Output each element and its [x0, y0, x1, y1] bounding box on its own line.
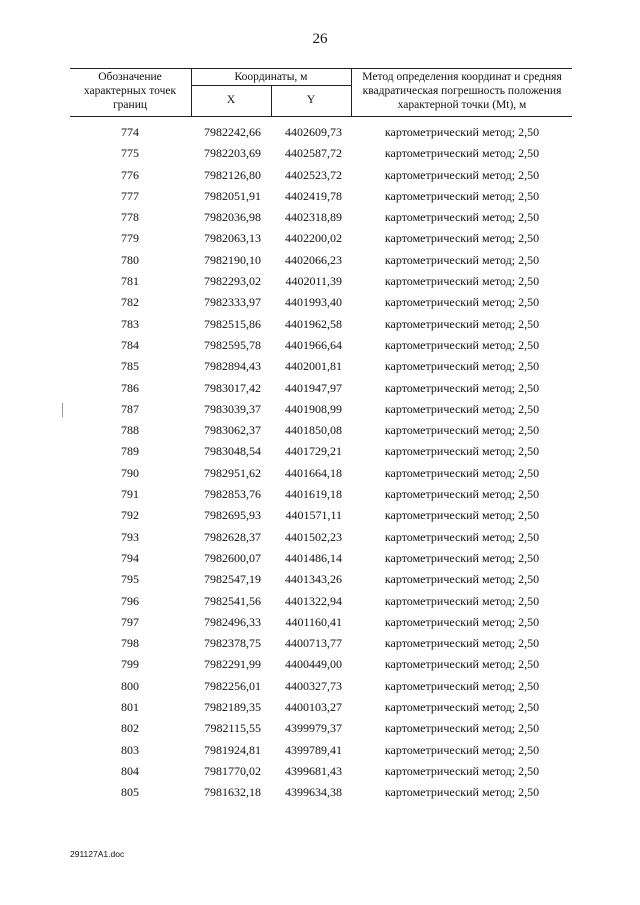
table-row — [0, 676, 640, 697]
table-row — [0, 463, 640, 484]
table-row — [0, 654, 640, 675]
method: картометрический метод; 2,50 — [384, 700, 540, 715]
table-row — [0, 697, 640, 718]
coord-y: 4399634,38 — [285, 785, 342, 800]
point-number: 805 — [121, 785, 139, 800]
method: картометрический метод; 2,50 — [384, 678, 540, 693]
page-number: 26 — [312, 31, 328, 47]
method: картометрический метод; 2,50 — [384, 380, 540, 395]
coord-x: 7982547,19 — [204, 572, 261, 587]
point-number: 777 — [121, 188, 139, 203]
coord-x: 7983039,37 — [204, 401, 261, 416]
coord-x: 7982115,55 — [204, 721, 261, 736]
table-row — [0, 314, 640, 335]
coord-y: 4400327,73 — [285, 678, 342, 693]
point-number: 785 — [121, 359, 139, 374]
table-row — [0, 165, 640, 186]
table-row — [0, 207, 640, 228]
method: картометрический метод; 2,50 — [384, 593, 540, 608]
point-number: 799 — [121, 657, 139, 672]
table-row — [0, 271, 640, 292]
coord-y: 4399681,43 — [285, 763, 342, 778]
table-row — [0, 378, 640, 399]
table-row — [0, 292, 640, 313]
point-number: 794 — [121, 550, 139, 565]
coord-y: 4401343,26 — [285, 572, 342, 587]
coord-y: 4401502,23 — [285, 529, 342, 544]
coord-y: 4402609,73 — [285, 125, 342, 139]
point-number: 800 — [121, 678, 139, 693]
point-number: 784 — [121, 337, 139, 352]
point-number: 788 — [121, 423, 139, 438]
method: картометрический метод; 2,50 — [384, 763, 540, 778]
coord-x: 7981924,81 — [204, 742, 261, 757]
coord-x: 7982256,01 — [204, 678, 261, 693]
method: картометрический метод; 2,50 — [384, 444, 540, 459]
coord-x: 7982894,43 — [204, 359, 261, 374]
coordinates-table-body — [0, 122, 640, 804]
method: картометрический метод; 2,50 — [384, 316, 540, 331]
coord-x: 7982515,86 — [204, 316, 261, 331]
table-row — [0, 420, 640, 441]
header-bottom-rule — [70, 116, 572, 117]
table-row — [0, 335, 640, 356]
point-number: 801 — [121, 700, 139, 715]
table-row — [0, 441, 640, 462]
coord-y: 4401322,94 — [285, 593, 342, 608]
method: картометрический метод; 2,50 — [384, 146, 540, 161]
coord-y: 4401947,97 — [285, 380, 342, 395]
point-number: 791 — [121, 487, 139, 502]
coord-x: 7982189,35 — [204, 700, 261, 715]
coord-y: 4401908,99 — [285, 401, 342, 416]
coord-y: 4400103,27 — [285, 700, 342, 715]
point-number: 774 — [121, 125, 139, 139]
coord-y: 4399789,41 — [285, 742, 342, 757]
table-row — [0, 782, 640, 803]
coord-x: 7982853,76 — [204, 487, 261, 502]
file-name: 291127A1.doc — [70, 849, 125, 859]
table-row — [0, 740, 640, 761]
coord-x: 7982063,13 — [204, 231, 261, 246]
coord-x: 7982378,75 — [204, 636, 261, 651]
header-x: X — [226, 94, 236, 106]
point-number: 786 — [121, 380, 139, 395]
table-row — [0, 122, 640, 143]
point-number: 793 — [121, 529, 139, 544]
table-row — [0, 505, 640, 526]
coord-y: 4400713,77 — [285, 636, 342, 651]
coord-y: 4401664,18 — [285, 465, 342, 480]
table-row — [0, 143, 640, 164]
point-number: 776 — [121, 167, 139, 182]
coord-x: 7982293,02 — [204, 274, 261, 289]
point-number: 779 — [121, 231, 139, 246]
method: картометрический метод; 2,50 — [384, 252, 540, 267]
method: картометрический метод; 2,50 — [384, 231, 540, 246]
method: картометрический метод; 2,50 — [384, 188, 540, 203]
coord-x: 7982628,37 — [204, 529, 261, 544]
table-row — [0, 761, 640, 782]
coord-y: 4401571,11 — [285, 508, 342, 523]
point-number: 802 — [121, 721, 139, 736]
coord-y: 4402066,23 — [285, 252, 342, 267]
header-method: Метод определения координат и средняя квадратическая погрешность положения характерной точки (Mt), м — [362, 71, 562, 111]
coord-y: 4401962,58 — [285, 316, 342, 331]
table-row — [0, 399, 640, 420]
coord-y: 4401486,14 — [285, 550, 342, 565]
coord-y: 4400449,00 — [285, 657, 342, 672]
table-row — [0, 250, 640, 271]
method: картометрический метод; 2,50 — [384, 401, 540, 416]
coord-x: 7982126,80 — [204, 167, 261, 182]
coord-y: 4402200,02 — [285, 231, 342, 246]
method: картометрический метод; 2,50 — [384, 210, 540, 225]
method: картометрический метод; 2,50 — [384, 337, 540, 352]
method: картометрический метод; 2,50 — [384, 721, 540, 736]
coord-x: 7982541,56 — [204, 593, 261, 608]
method: картометрический метод; 2,50 — [384, 657, 540, 672]
coord-x: 7982595,78 — [204, 337, 261, 352]
coord-y: 4401966,64 — [285, 337, 342, 352]
coord-x: 7981770,02 — [204, 763, 261, 778]
coord-x: 7981632,18 — [204, 785, 261, 800]
coord-y: 4402587,72 — [285, 146, 342, 161]
coord-x: 7982695,93 — [204, 508, 261, 523]
table-row — [0, 591, 640, 612]
coord-y: 4401729,21 — [285, 444, 342, 459]
coord-y: 4401619,18 — [285, 487, 342, 502]
table-row — [0, 569, 640, 590]
header-y: Y — [306, 94, 316, 106]
table-row — [0, 718, 640, 739]
coord-x: 7982242,66 — [204, 125, 261, 139]
coord-x: 7982190,10 — [204, 252, 261, 267]
point-number: 804 — [121, 763, 139, 778]
method: картометрический метод; 2,50 — [384, 167, 540, 182]
coord-x: 7983048,54 — [204, 444, 261, 459]
header-designation: Обозначение характерных точек границ — [83, 71, 177, 111]
method: картометрический метод; 2,50 — [384, 572, 540, 587]
point-number: 780 — [121, 252, 139, 267]
coord-x: 7982036,98 — [204, 210, 261, 225]
method: картометрический метод; 2,50 — [384, 636, 540, 651]
point-number: 789 — [121, 444, 139, 459]
coord-x: 7983062,37 — [204, 423, 261, 438]
coord-x: 7982291,99 — [204, 657, 261, 672]
coord-y: 4402318,89 — [285, 210, 342, 225]
point-number: 782 — [121, 295, 139, 310]
point-number: 787 — [121, 401, 139, 416]
coord-y: 4401850,08 — [285, 423, 342, 438]
header-top-rule — [70, 68, 572, 69]
coord-x: 7983017,42 — [204, 380, 261, 395]
coord-y: 4401160,41 — [285, 614, 342, 629]
point-number: 797 — [121, 614, 139, 629]
method: картометрический метод; 2,50 — [384, 508, 540, 523]
method: картометрический метод; 2,50 — [384, 125, 540, 139]
coord-x: 7982333,97 — [204, 295, 261, 310]
point-number: 798 — [121, 636, 139, 651]
method: картометрический метод; 2,50 — [384, 529, 540, 544]
method: картометрический метод; 2,50 — [384, 785, 540, 800]
header-divider-3 — [351, 68, 352, 116]
coord-x: 7982496,33 — [204, 614, 261, 629]
table-row — [0, 356, 640, 377]
method: картометрический метод; 2,50 — [384, 550, 540, 565]
coord-y: 4399979,37 — [285, 721, 342, 736]
point-number: 781 — [121, 274, 139, 289]
coord-x: 7982203,69 — [204, 146, 261, 161]
coord-y: 4402011,39 — [285, 274, 342, 289]
method: картометрический метод; 2,50 — [384, 465, 540, 480]
coord-x: 7982051,91 — [204, 188, 261, 203]
method: картометрический метод; 2,50 — [384, 359, 540, 374]
coord-y: 4402001,81 — [285, 359, 342, 374]
point-number: 790 — [121, 465, 139, 480]
method: картометрический метод; 2,50 — [384, 274, 540, 289]
point-number: 795 — [121, 572, 139, 587]
table-row — [0, 484, 640, 505]
coord-x: 7982600,07 — [204, 550, 261, 565]
method: картометрический метод; 2,50 — [384, 487, 540, 502]
method: картометрический метод; 2,50 — [384, 614, 540, 629]
header-coordinates: Координаты, м — [234, 71, 308, 83]
point-number: 803 — [121, 742, 139, 757]
method: картометрический метод; 2,50 — [384, 742, 540, 757]
table-row — [0, 633, 640, 654]
table-row — [0, 548, 640, 569]
point-number: 792 — [121, 508, 139, 523]
coord-y: 4402523,72 — [285, 167, 342, 182]
table-row — [0, 186, 640, 207]
point-number: 783 — [121, 316, 139, 331]
table-row — [0, 527, 640, 548]
point-number: 775 — [121, 146, 139, 161]
table-row — [0, 228, 640, 249]
point-number: 778 — [121, 210, 139, 225]
method: картометрический метод; 2,50 — [384, 423, 540, 438]
coord-y: 4402419,78 — [285, 188, 342, 203]
table-row — [0, 612, 640, 633]
point-number: 796 — [121, 593, 139, 608]
method: картометрический метод; 2,50 — [384, 295, 540, 310]
coord-x: 7982951,62 — [204, 465, 261, 480]
coord-y: 4401993,40 — [285, 295, 342, 310]
